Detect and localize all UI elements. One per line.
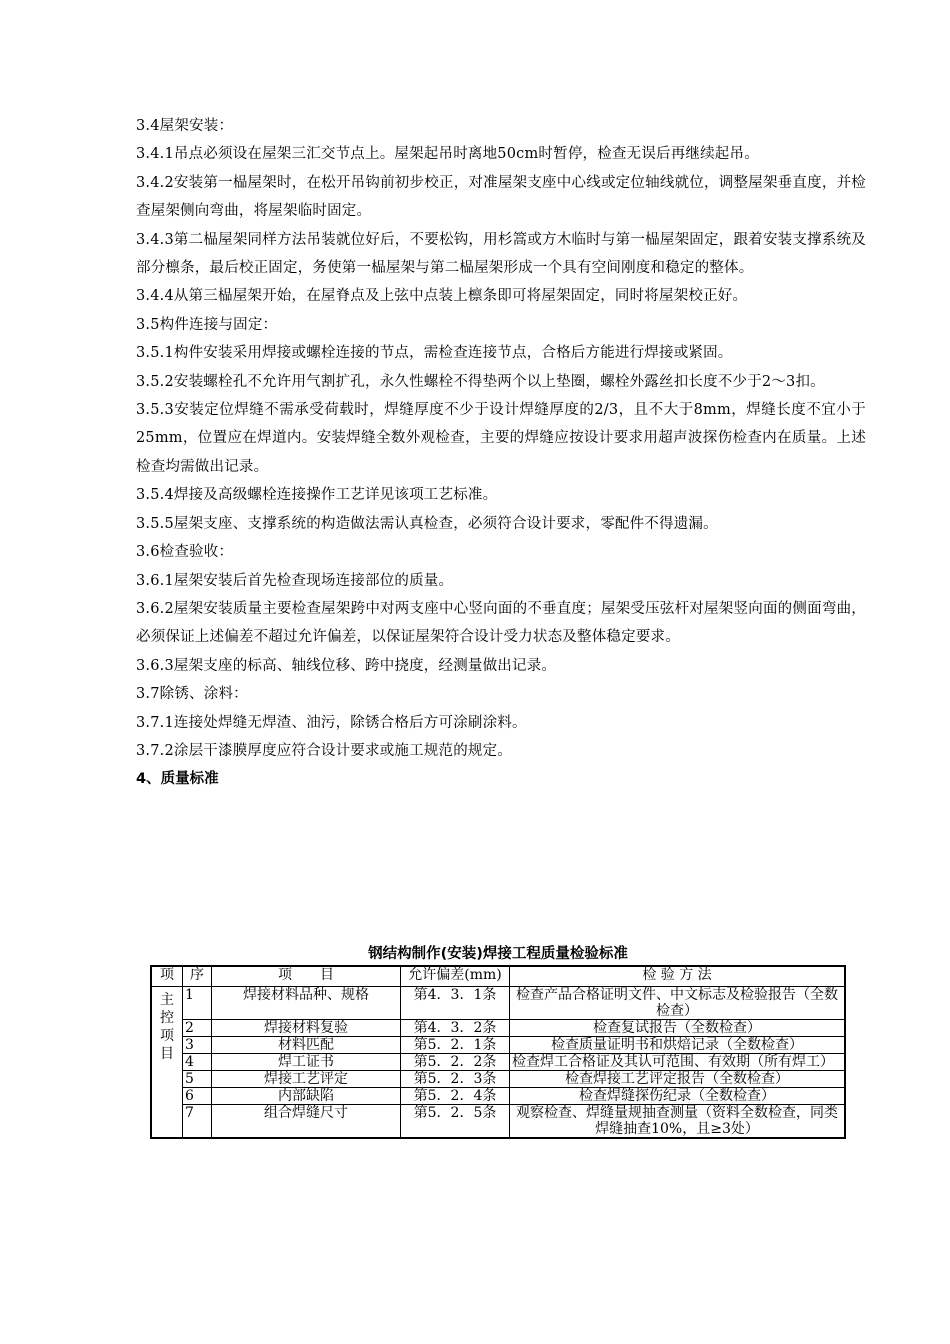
table-row: [151, 1071, 845, 1088]
row-seq: 1: [183, 987, 212, 1020]
row-method: 检查复试报告（全数检查）: [510, 1020, 846, 1037]
paragraph-3-7-2: 3.7.2涂层干漆膜厚度应符合设计要求或施工规范的规定。: [136, 742, 512, 759]
paragraph-3-6-2: 3.6.2屋架安装质量主要检查屋架跨中对两支座中心竖向面的不垂直度；屋架受压弦杆对屋架竖向面的侧面弯曲，必须保证上述偏差不超过允许偏差，以保证屋架符合设计受力状态及整体稳定要求。: [136, 600, 866, 646]
row-item: 焊工证书: [212, 1054, 401, 1071]
table-header-row: [151, 966, 845, 987]
header-seq: 序: [183, 966, 212, 987]
paragraph-3-7: 3.7除锈、涂料：: [136, 686, 248, 703]
paragraph-3-6-3: 3.6.3屋架支座的标高、轴线位移、跨中挠度，经测量做出记录。: [136, 657, 557, 674]
row-seq: 5: [183, 1071, 212, 1088]
row-deviation: 第4．3．2条: [401, 1020, 510, 1037]
row-method: 检查焊工合格证及其认可范围、有效期（所有焊工）: [510, 1054, 846, 1071]
header-group: 项: [151, 966, 183, 987]
row-item: 内部缺陷: [212, 1088, 401, 1105]
table-row: [151, 1054, 845, 1071]
row-item: 焊接工艺评定: [212, 1071, 401, 1088]
paragraph-3-7-1: 3.7.1连接处焊缝无焊渣、油污，除锈合格后方可涂刷涂料。: [136, 714, 527, 731]
row-deviation: 第5．2．5条: [401, 1105, 510, 1139]
quality-standard-table: [150, 965, 846, 1139]
row-deviation: 第4．3．1条: [401, 987, 510, 1020]
table-row: [151, 1088, 845, 1105]
row-item: 材料匹配: [212, 1037, 401, 1054]
row-item: 组合焊缝尺寸: [212, 1105, 401, 1139]
table-title: 钢结构制作(安装)焊接工程质量检验标准: [368, 946, 628, 962]
table-row: [151, 1020, 845, 1037]
row-seq: 6: [183, 1088, 212, 1105]
row-method: 检查质量证明书和烘焙记录（全数检查）: [510, 1037, 846, 1054]
row-item: 焊接材料品种、规格: [212, 987, 401, 1020]
paragraph-3-5-4: 3.5.4焊接及高级螺栓连接操作工艺详见该项工艺标准。: [136, 487, 498, 504]
paragraph-3-4: 3.4屋架安装：: [136, 118, 234, 134]
group-label-cell: [151, 987, 183, 1139]
paragraph-3-5-1: 3.5.1构件安装采用焊接或螺栓连接的节点，需检查连接节点，合格后方能进行焊接或紧固。: [136, 345, 733, 362]
row-method: 检查焊接工艺评定报告（全数检查）: [510, 1071, 846, 1088]
paragraph-3-4-2: 3.4.2安装第一榀屋架时，在松开吊钩前初步校正，对准屋架支座中心线或定位轴线就位，调整屋架垂直度，并检查屋架侧向弯曲，将屋架临时固定。: [136, 174, 866, 220]
table-row: [151, 1037, 845, 1054]
group-label: 主控项目: [160, 992, 174, 1062]
row-seq: 7: [183, 1105, 212, 1139]
header-deviation: 允许偏差(mm): [401, 966, 510, 987]
row-method: 检查焊缝探伤纪录（全数检查）: [510, 1088, 846, 1105]
paragraph-3-4-1: 3.4.1吊点必须设在屋架三汇交节点上。屋架起吊时离地50cm时暂停，检查无误后再继续起吊。: [136, 146, 759, 163]
paragraph-3-5-5: 3.5.5屋架支座、支撑系统的构造做法需认真检查，必须符合设计要求，零配件不得遗漏。: [136, 515, 718, 532]
row-deviation: 第5．2．2条: [401, 1054, 510, 1071]
row-deviation: 第5．2．4条: [401, 1088, 510, 1105]
row-item: 焊接材料复验: [212, 1020, 401, 1037]
paragraph-3-4-3: 3.4.3第二榀屋架同样方法吊装就位好后，不要松钩，用杉篙或方木临时与第一榀屋架固定，跟着安装支撑系统及部分檩条，最后校正固定，务使第一榀屋架与第二榀屋架形成一个具有空间刚度和稳定的整体。: [136, 231, 866, 277]
row-deviation: 第5．2．1条: [401, 1037, 510, 1054]
row-seq: 4: [183, 1054, 212, 1071]
paragraph-3-6: 3.6检查验收：: [136, 544, 234, 561]
header-method: 检 验 方 法: [510, 966, 846, 987]
row-deviation: 第5．2．3条: [401, 1071, 510, 1088]
table-row: [151, 987, 845, 1020]
row-seq: 2: [183, 1020, 212, 1037]
section-heading-quality: 4、质量标准: [136, 771, 219, 788]
header-item: 项 目: [212, 966, 401, 987]
paragraph-3-5-3: 3.5.3安装定位焊缝不需承受荷载时，焊缝厚度不少于设计焊缝厚度的2/3，且不大于8mm，焊缝长度不宜小于25mm，位置应在焊道内。安装焊缝全数外观检查，主要的焊缝应按设计要求用超声波探伤检查内在质量。上述检查均需做出记录。: [136, 402, 866, 475]
row-method: 观察检查、焊缝量规抽查测量（资料全数检查，同类焊缝抽查10%，且≥3处）: [510, 1105, 846, 1139]
document-body: [136, 112, 866, 794]
paragraph-3-5-2: 3.5.2安装螺栓孔不允许用气割扩孔，永久性螺栓不得垫两个以上垫圈，螺栓外露丝扣长度不少于2～3扣。: [136, 373, 825, 390]
paragraph-3-6-1: 3.6.1屋架安装后首先检查现场连接部位的质量。: [136, 572, 454, 589]
row-method: 检查产品合格证明文件、中文标志及检验报告（全数检查）: [510, 987, 846, 1020]
row-seq: 3: [183, 1037, 212, 1054]
paragraph-3-4-4: 3.4.4从第三榀屋架开始，在屋脊点及上弦中点装上檩条即可将屋架固定，同时将屋架校正好。: [136, 288, 748, 305]
paragraph-3-5: 3.5构件连接与固定：: [136, 316, 278, 333]
table-row: [151, 1105, 845, 1139]
